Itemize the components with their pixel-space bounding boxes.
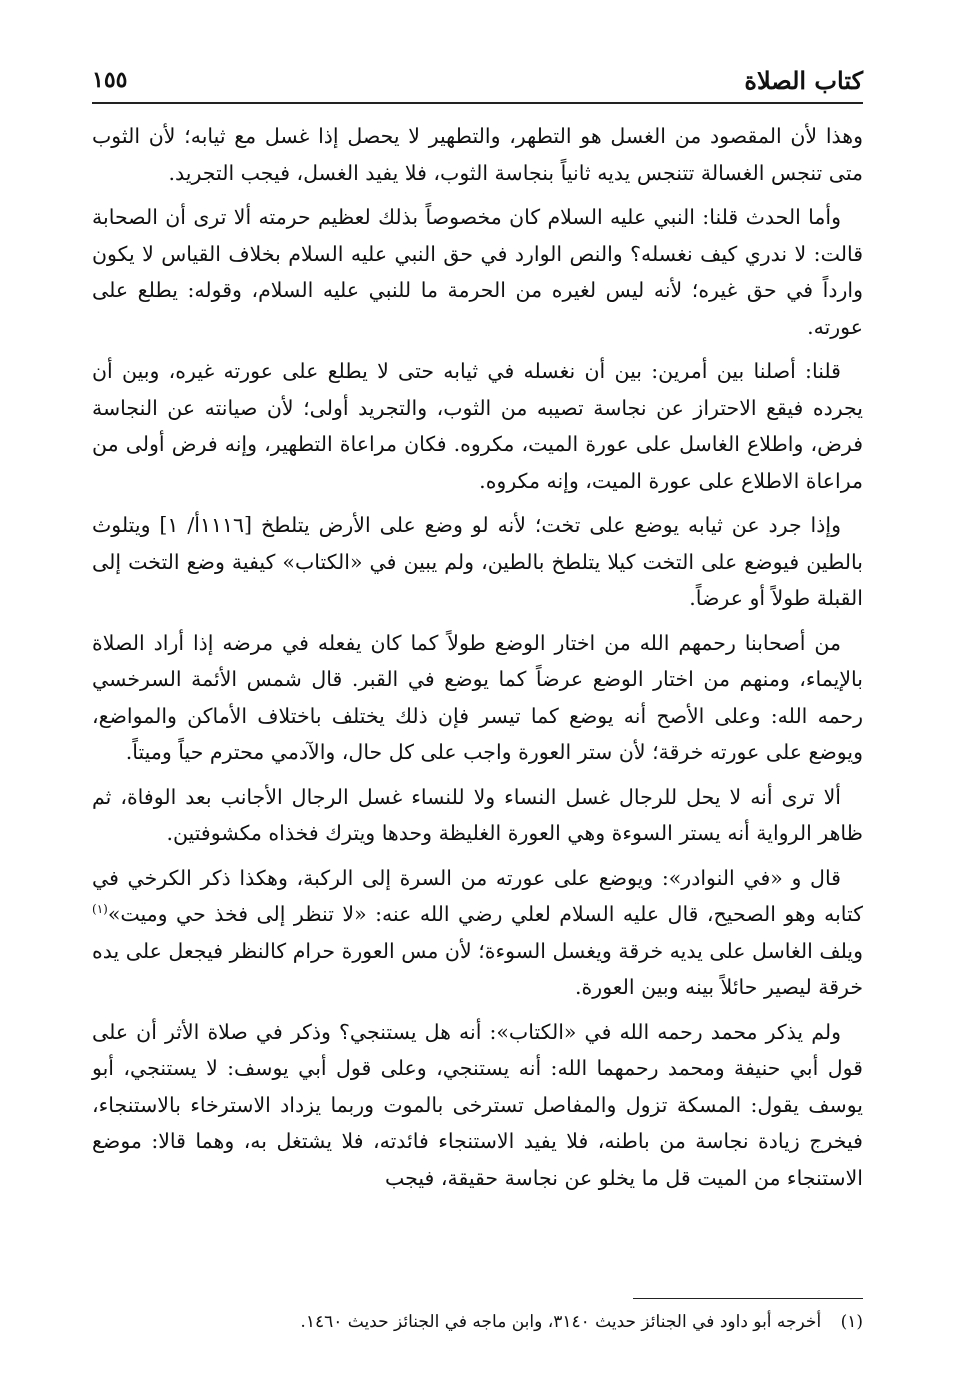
paragraph: ولم يذكر محمد رحمه الله في «الكتاب»: أنه هل يستنجي؟ وذكر في صلاة الأثر أن على قول أبي حنيفة ومحمد رحمهما الله: أنه يستنجي، وعلى قول أبي يوسف: لا يستنجي، أبو يوسف يقول: المسكة تزول والمفاصل تسترخى بالموت وربما يزداد الاسترخاء بالاستنجاء، فيخرج زيادة نجاسة من باطنه، فلا يفيد الاستنجاء فائدته، فلا يشتغل به، وهما قالا: موضع الاستنجاء من الميت قل ما يخلو عن نجاسة حقيقة، فيجب — [92, 1019, 863, 1190]
running-title: كتاب الصلاة — [744, 65, 863, 95]
paragraph-text: ويلف الغاسل على يديه خرقة ويغسل السوءة؛ لأن مس العورة حرام كالنظر فيجعل على يده خرقة ليصير حائلاً بينه وبين العورة. — [92, 938, 863, 999]
footnote-marker[interactable]: (١) — [92, 902, 108, 917]
paragraph-text: ويتلوث بالطين فيوضع على التخت كيلا يتلطخ بالطين، ولم يبين في «الكتاب» كيفية وضع التخت إلى القبلة طولاً أو عرضاً. — [92, 513, 863, 610]
main-text — [92, 118, 863, 1204]
paragraph: وأما الحدث قلنا: النبي عليه السلام كان مخصوصاً بذلك لعظيم حرمته ألا ترى أن الصحابة قالت: لا ندري كيف نغسله؟ والنص الوارد في حق النبي عليه السلام بخلاف القياس لا يكون وارداً في حق غيره؛ لأنه ليس لغيره من الحرمة ما للنبي عليه السلام، وقوله: يطلع على عورته. — [92, 205, 863, 339]
footnote-number: (١) — [840, 1312, 863, 1332]
paragraph: ألا ترى أنه لا يحل للرجال غسل النساء ولا للنساء غسل الرجال الأجانب بعد الوفاة، ثم ظاهر الرواية أنه يستر السوءة وهي العورة الغليظة وحدها ويترك فخذاه مكشوفتين. — [92, 784, 863, 845]
paragraph: من أصحابنا رحمهم الله من اختار الوضع طولاً كما كان يفعله في مرضه إذا أراد الصلاة بالإيماء، ومنهم من اختار الوضع عرضاً كما يوضع في القبر. قال شمس الأئمة السرخسي رحمه الله: وعلى الأصح أنه يوضع كما تيسر فإن ذلك يختلف باختلاف الأماكن والمواضع، ويوضع على عورته خرقة؛ لأن ستر العورة واجب على كل حال، والآدمي محترم حياً وميتاً. — [92, 630, 863, 764]
footnote — [92, 1308, 863, 1336]
page-number: ١٥٥ — [92, 67, 128, 93]
paragraph-text: وإذا جرد عن ثيابه يوضع على تخت؛ لأنه لو وضع على الأرض يتلطخ — [260, 513, 841, 537]
paragraph — [92, 507, 863, 617]
paragraph: قلنا: أصلنا بين أمرين: بين أن نغسله في ثيابه حتى لا يطلع على عورته غيره، وبين أن يجرده فيقع الاحتراز عن نجاسة تصيبه من الثوب، والتجريد أولى؛ لأن صيانته عن النجاسة فرض، واطلاع الغاسل على عورة الميت، مكروه. فكان مراعاة التطهير، وإنه فرض أولى من مراعاة الاطلاع على عورة الميت، وإنه مكروه. — [92, 359, 863, 493]
paragraph-text: قال و «في النوادر»: ويوضع على عورته من السرة إلى الركبة، وهكذا ذكر الكرخي في كتابه وهو الصحيح، قال عليه السلام لعلي رضي الله عنه: «لا تنظر إلى فخذ حي وميت» — [92, 865, 863, 926]
paragraph: وهذا لأن المقصود من الغسل هو التطهر، والتطهير لا يحصل إذا غسل مع ثيابه؛ لأن الثوب متى تنجس الغسالة تتنجس يديه ثانياً بنجاسة الثوب، فلا يفيد الغسل، فيجب التجريد. — [92, 124, 863, 185]
paragraph — [92, 860, 863, 1006]
page-header — [92, 58, 863, 104]
footnote-divider — [633, 1298, 863, 1299]
footnote-text: أخرجه أبو داود في الجنائز حديث ٣١٤٠، وابن ماجه في الجنائز حديث ١٤٦٠. — [300, 1312, 822, 1332]
manuscript-folio-reference: [١١١٦أ/ ١] — [159, 513, 253, 537]
